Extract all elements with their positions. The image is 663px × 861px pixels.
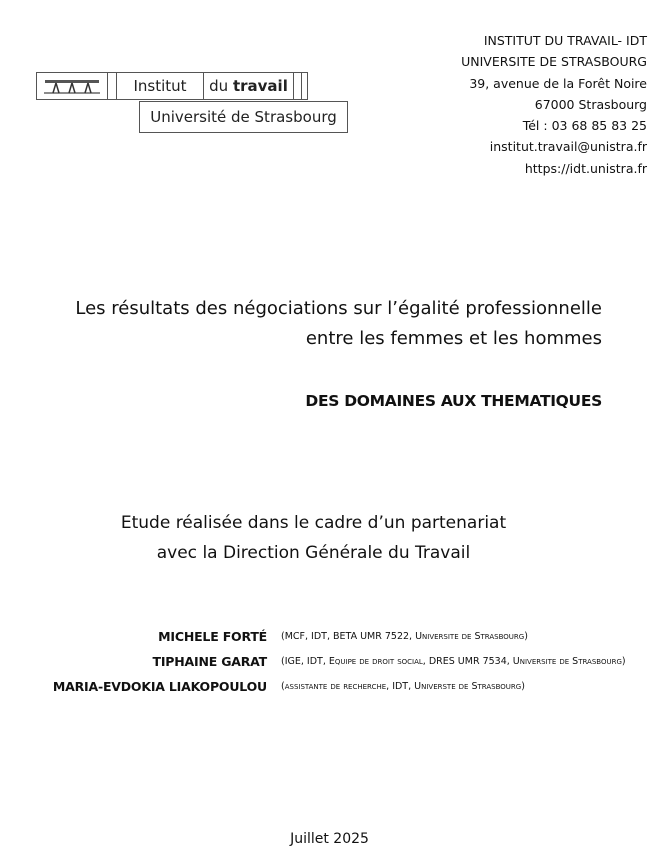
author-affiliation: (IGE, IDT, Equipe de droit social, DRES UMR 7534, Universite de Strasbourg) [281, 656, 626, 667]
document-subtitle: DES DOMAINES AUX THEMATIQUES [305, 392, 602, 410]
title-line-2: entre les femmes et les hommes [305, 328, 602, 349]
logo-university-text: Université de Strasbourg [139, 101, 348, 133]
address-city: 67000 Strasbourg [534, 96, 647, 112]
author-row [0, 649, 663, 674]
logo-divider [294, 72, 302, 100]
author-name: MICHELE FORTÉ [158, 629, 267, 644]
logo-divider [108, 72, 117, 100]
address-website[interactable]: https://idt.unistra.fr [524, 160, 647, 176]
study-line-1: Etude réalisée dans le cadre d’un partenariat [120, 513, 507, 533]
institute-logo [36, 72, 308, 102]
address-university: UNIVERSITE DE STRASBOURG [461, 54, 647, 70]
author-name: MARIA-EVDOKIA LIAKOPOULOU [52, 679, 267, 694]
logo-du-travail [204, 72, 294, 100]
author-row [0, 674, 663, 699]
authors-list [0, 624, 663, 699]
author-name: TIPHAINE GARAT [152, 654, 267, 669]
pillars-bridge-icon [36, 72, 108, 100]
document-title [75, 294, 602, 354]
author-affiliation: (MCF, IDT, BETA UMR 7522, Universite de Strasbourg) [281, 631, 528, 642]
study-description [0, 508, 627, 568]
logo-institut-text: Institut [117, 72, 204, 100]
logo-divider [302, 72, 308, 100]
title-line-1: Les résultats des négociations sur l’égalité professionnelle [75, 298, 602, 319]
publication-date: Juillet 2025 [290, 831, 369, 847]
address-phone: Tél : 03 68 85 83 25 [522, 118, 647, 134]
address-block [461, 30, 647, 179]
logo-travail-text: travail [232, 77, 288, 95]
study-line-2: avec la Direction Générale du Travail [156, 543, 471, 563]
address-email[interactable]: institut.travail@unistra.fr [489, 139, 647, 155]
address-street: 39, avenue de la Forêt Noire [469, 75, 647, 91]
address-institute: INSTITUT DU TRAVAIL- IDT [483, 33, 647, 48]
author-row [0, 624, 663, 649]
logo-du-text: du [209, 77, 229, 95]
author-affiliation: (assistante de recherche, IDT, Universte de Strasbourg) [281, 681, 525, 692]
